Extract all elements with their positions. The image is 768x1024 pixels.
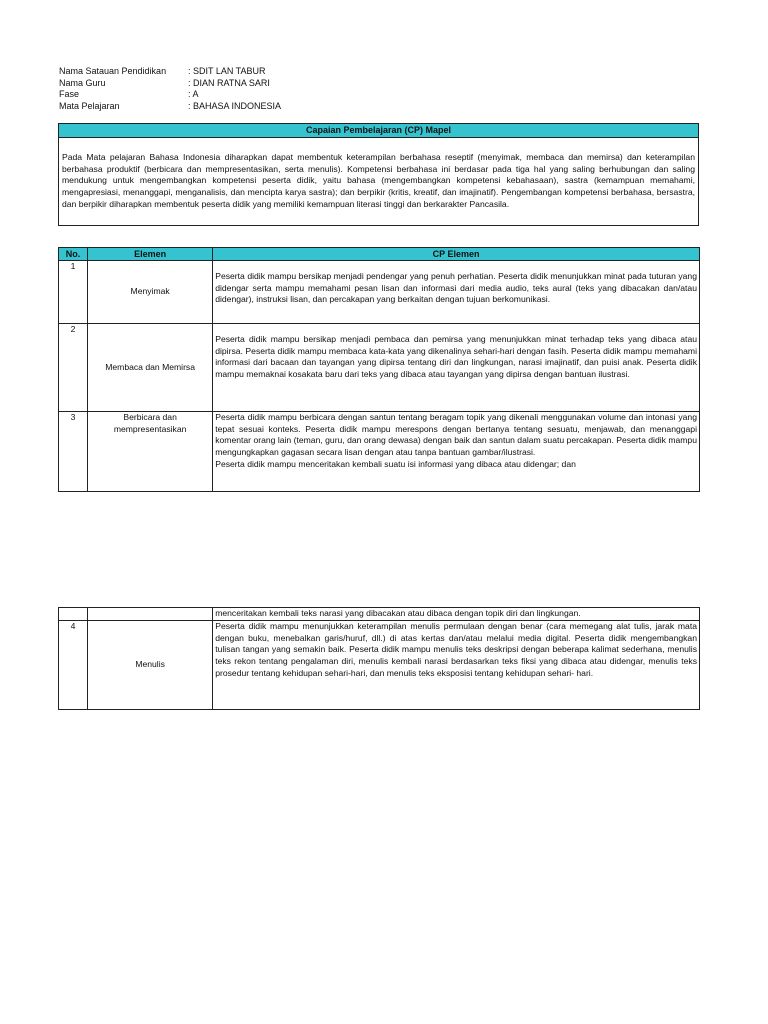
meta-key: Nama Satauan Pendidikan — [59, 66, 167, 76]
meta-value: : A — [188, 89, 199, 99]
cp-elemen-table-continued — [58, 607, 700, 710]
row-cp-text-continued: Peserta didik mampu menceritakan kembali suatu isi informasi yang dibaca atau didengar; dan — [215, 458, 576, 469]
row-cp-text: Peserta didik mampu berbicara dengan santun tentang beragam topik yang dikenali menggunakan volume dan intonasi yang tepat sesuai konteks. Peserta didik mampu merespons dengan bertanya tentang sesuatu, menjawab, dan menanggapi komentar orang lain (teman, guru, dan orang dewasa) dengan baik dan santun dalam suatu percakapan. Peserta didik mampu mengungkapkan gagasan secara lisan dengan atau tanpa bantuan gambar/ilustrasi. — [215, 412, 697, 458]
meta-value: : SDIT LAN TABUR — [188, 66, 266, 76]
row-number: 4 — [59, 621, 88, 710]
meta-row-teacher — [59, 78, 281, 90]
table-row — [59, 608, 700, 621]
row-elemen: Menyimak — [88, 261, 213, 324]
meta-value: : DIAN RATNA SARI — [188, 77, 270, 88]
row-cp-text: Peserta didik mampu bersikap menjadi pembaca dan pemirsa yang menunjukkan minat terhadap teks yang dibaca atau dipirsa. Peserta didik mampu membaca kata-kata yang dikenalinya sehari-hari dengan fasih. Peserta didik mampu memahami informasi dari bacaan dan tayangan yang dipirsa tentang diri dan lingkungan, narasi imajinatif, dan puisi anak. Peserta didik mampu memaknai kosakata baru dari teks yang dibaca atau tayangan yang dipirsa dengan bantuan ilustrasi. — [215, 334, 697, 380]
row-number — [59, 608, 88, 621]
row-cp-text: Peserta didik mampu bersikap menjadi pendengar yang penuh perhatian. Peserta didik menunjukkan minat pada tuturan yang didengar serta mampu memahami pesan lisan dan informasi dari media audio, teks aural (teks yang dibacakan dan/atau didengar), instruksi lisan, dan percakapan yang berkaitan dengan tujuan berkomunikasi. — [215, 271, 697, 305]
meta-key: Mata Pelajaran — [59, 100, 120, 111]
row-number: 1 — [59, 261, 88, 324]
header-elemen: Elemen — [88, 248, 213, 261]
row-cp: Peserta didik mampu menunjukkan keterampilan menulis permulaan dengan benar (cara memegang alat tulis, jarak mata dengan buku, menebalkan garis/huruf, dll.) di atas kertas dan/atau melalui media digital. Peserta didik mengembangkan tulisan tangan yang semakin baik. Peserta didik mampu menulis teks deskripsi dengan beberapa kalimat sederhana, menulis teks rekon tentang pengalaman diri, menulis kembali narasi berdasarkan teks fiksi yang dibaca atau didengar, menulis teks prosedur tentang kehidupan sehari-hari, dan menulis teks eksposisi tentang kehidupan sehari- hari. — [213, 621, 700, 710]
table-row — [59, 324, 700, 412]
row-number: 2 — [59, 324, 88, 412]
table-row — [59, 412, 700, 492]
cp-elemen-table — [58, 247, 700, 492]
meta-row-school — [59, 66, 281, 78]
table-header-row — [59, 248, 700, 261]
document-meta — [59, 66, 281, 112]
row-elemen: Membaca dan Memirsa — [88, 324, 213, 412]
table-row — [59, 261, 700, 324]
row-cp — [213, 324, 700, 412]
cp-mapel-box — [58, 123, 699, 226]
cp-mapel-body: Pada Mata pelajaran Bahasa Indonesia diharapkan dapat membentuk keterampilan berbahasa reseptif (menyimak, membaca dan memirsa) dan keterampilan berbahasa produktif (berbicara dan mempresentasikan, serta menulis). Kompetensi berbahasa ini berdasar pada tiga hal yang saling berhubungan dan saling mendukung untuk mengembangkan kompetensi peserta didik, yaitu bahasa (mengembangkan kompetensi kebahasaan), sastra (kemampuan memahami, mengapresiasi, menanggapi, menganalisis, dan mencipta karya sastra); dan berpikir (kritis, kreatif, dan imajinatif). Pengembangan kompetensi berbahasa, bersastra, dan berpikir diharapkan membentuk peserta didik yang memiliki kemampuan literasi tinggi dan berkarakter Pancasila. — [62, 152, 695, 209]
meta-row-subject — [59, 101, 281, 113]
cp-mapel-title: Capaian Pembelajaran (CP) Mapel — [59, 124, 698, 138]
row-elemen — [88, 608, 213, 621]
meta-value: : BAHASA INDONESIA — [188, 100, 282, 111]
row-number: 3 — [59, 412, 88, 492]
row-elemen: Berbicara dan mempresentasikan — [88, 412, 213, 492]
row-cp-continuation: menceritakan kembali teks narasi yang dibacakan atau dibaca dengan topik diri dan lingkungan. — [213, 608, 700, 621]
meta-key: Nama Guru — [59, 77, 106, 88]
meta-key: Fase — [59, 89, 80, 99]
table-row — [59, 621, 700, 710]
meta-row-phase — [59, 89, 281, 101]
row-cp — [213, 261, 700, 324]
header-no: No. — [59, 248, 88, 261]
row-cp — [213, 412, 700, 492]
row-elemen: Menulis — [88, 621, 213, 710]
header-cp-elemen: CP Elemen — [213, 248, 700, 261]
